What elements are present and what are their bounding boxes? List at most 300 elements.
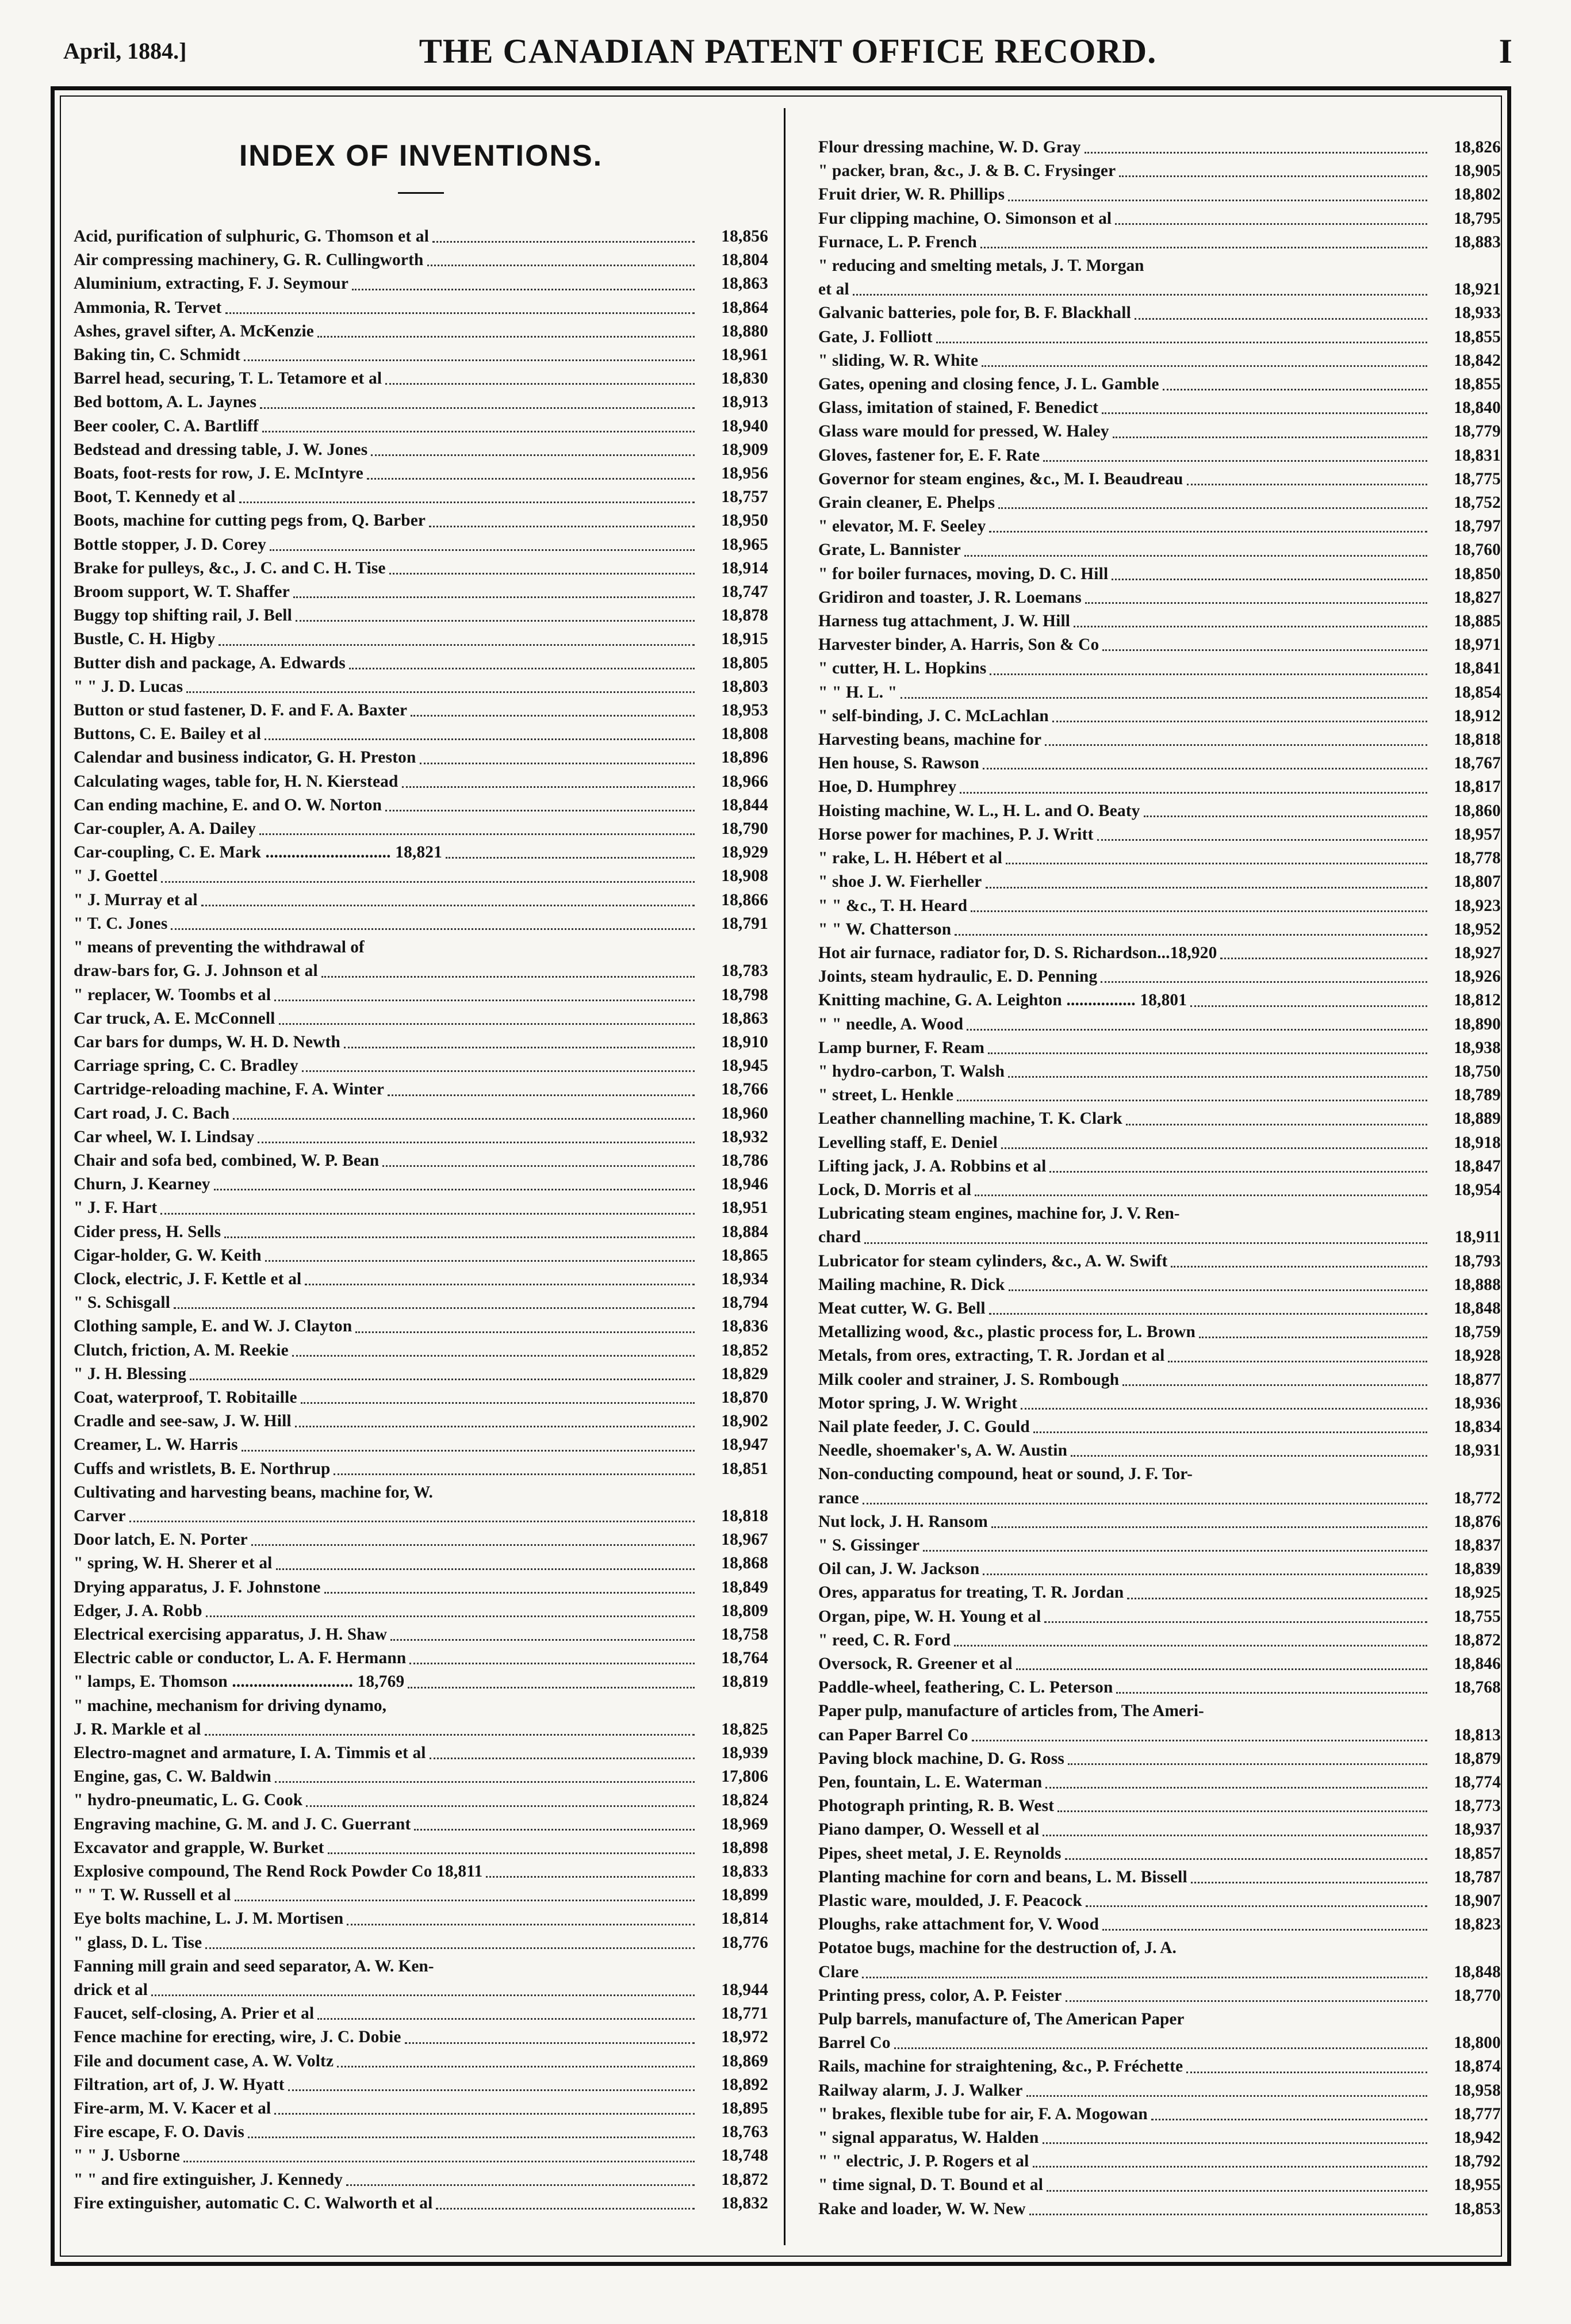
index-entry — [74, 367, 768, 390]
entry-text: rance — [818, 1488, 859, 1507]
patent-number: 18,936 — [1454, 1393, 1501, 1412]
patent-number: 18,937 — [1454, 1820, 1501, 1839]
index-entry — [818, 468, 1501, 491]
entry-text: Fire escape, F. O. Davis — [74, 2123, 244, 2142]
patent-number: 18,910 — [721, 1032, 768, 1051]
dot-leader — [265, 1260, 695, 1262]
patent-number: 18,849 — [721, 1578, 768, 1596]
patent-number: 18,960 — [721, 1104, 768, 1123]
entry-text: Barrel Co — [818, 2034, 891, 2053]
dot-leader — [274, 2113, 695, 2115]
index-entry — [818, 2173, 1501, 2197]
dot-leader — [1026, 2095, 1427, 2097]
dot-leader — [305, 1284, 695, 1285]
index-entry — [74, 1031, 768, 1054]
dot-leader — [317, 336, 695, 338]
index-entry — [818, 1581, 1501, 1605]
index-entry — [818, 1013, 1501, 1036]
dot-leader — [251, 1544, 695, 1546]
entry-text: Faucet, self-closing, A. Prier et al — [74, 2004, 315, 2023]
index-entry — [74, 438, 768, 462]
patent-number: 18,855 — [1454, 327, 1501, 346]
entry-text: Hen house, S. Rawson — [818, 754, 979, 773]
index-entry — [74, 2168, 768, 2192]
patent-number: 18,767 — [1454, 754, 1501, 773]
dot-leader — [1220, 958, 1427, 959]
patent-number: 18,807 — [1454, 872, 1501, 891]
patent-number: 18,892 — [721, 2075, 768, 2094]
index-entry — [818, 1605, 1501, 1629]
index-entry — [818, 444, 1501, 468]
patent-number: 18,945 — [721, 1056, 768, 1075]
dot-leader — [1168, 1361, 1427, 1362]
patent-number: 18,865 — [721, 1246, 768, 1265]
entry-text: Churn, J. Kearney — [74, 1175, 210, 1194]
index-entry — [818, 918, 1501, 941]
dot-leader — [1101, 981, 1427, 983]
dot-leader — [954, 1645, 1427, 1647]
entry-text: " J. Murray et al — [74, 890, 198, 909]
patent-number: 18,925 — [1454, 1583, 1501, 1602]
index-entry — [74, 415, 768, 438]
entry-text: Clutch, friction, A. M. Reekie — [74, 1341, 289, 1360]
index-entry — [74, 1860, 768, 1883]
dot-leader — [190, 1379, 695, 1380]
patent-number: 18,909 — [721, 440, 768, 459]
index-entry — [818, 681, 1501, 705]
dot-leader — [983, 768, 1427, 769]
index-entry — [74, 889, 768, 912]
entry-text: Oil can, J. W. Jackson — [818, 1560, 980, 1579]
entry-text: Calendar and business indicator, G. H. Preston — [74, 748, 416, 767]
patent-number: 18,773 — [1454, 1797, 1501, 1816]
entry-text: Clock, electric, J. F. Kettle et al — [74, 1269, 302, 1288]
patent-number: 18,818 — [1454, 730, 1501, 749]
index-entry: Non-conducting compound, heat or sound, J. F. Tor- — [818, 1465, 1193, 1484]
dot-leader — [219, 644, 695, 646]
dot-leader — [975, 1194, 1427, 1196]
index-entry — [74, 1813, 768, 1836]
dot-leader — [982, 365, 1427, 367]
dot-leader — [129, 1521, 695, 1522]
patent-number: 18,940 — [721, 416, 768, 435]
index-entry — [818, 1250, 1501, 1273]
index-entry: " machine, mechanism for driving dynamo, — [74, 1696, 386, 1715]
index-entry: Fanning mill grain and seed separator, A. W. Ken- — [74, 1957, 434, 1975]
dot-leader — [988, 1052, 1427, 1054]
entry-text: Car-coupler, A. A. Dailey — [74, 820, 256, 839]
dot-leader — [1029, 2214, 1427, 2215]
entry-text: Bottle stopper, J. D. Corey — [74, 535, 266, 554]
patent-number: 18,814 — [721, 1909, 768, 1928]
index-entry — [74, 1576, 768, 1599]
entry-text: Coat, waterproof, T. Robitaille — [74, 1388, 297, 1407]
entry-text: Ores, apparatus for treating, T. R. Jordan — [818, 1583, 1124, 1602]
patent-number: 18,824 — [721, 1791, 768, 1810]
entry-text: Acid, purification of sulphuric, G. Thomson et al — [74, 227, 430, 246]
dot-leader — [239, 501, 695, 503]
patent-number: 18,777 — [1454, 2104, 1501, 2123]
patent-number: 18,797 — [1454, 517, 1501, 536]
dot-leader — [986, 887, 1427, 889]
dot-leader — [344, 1047, 695, 1048]
patent-number: 18,934 — [721, 1269, 768, 1288]
entry-text: Needle, shoemaker's, A. W. Austin — [818, 1441, 1068, 1460]
index-entry — [74, 841, 768, 864]
entry-text: Nail plate feeder, J. C. Gould — [818, 1417, 1030, 1436]
patent-number: 18,812 — [1454, 991, 1501, 1010]
index-entry — [818, 633, 1501, 657]
patent-number: 18,863 — [721, 1009, 768, 1028]
index-entry — [74, 2120, 768, 2144]
patent-number: 18,776 — [721, 1933, 768, 1952]
dot-leader — [1085, 602, 1427, 604]
dot-leader — [1116, 1692, 1427, 1694]
dot-leader — [1190, 1005, 1427, 1007]
entry-text: " " J. Usborne — [74, 2146, 181, 2165]
index-entry — [818, 1368, 1501, 1392]
index-entry: " means of preventing the withdrawal of — [74, 938, 365, 957]
dot-leader — [324, 1592, 695, 1594]
patent-number: 18,971 — [1454, 635, 1501, 654]
dot-leader — [863, 1503, 1427, 1504]
patent-number: 18,911 — [1454, 1228, 1501, 1247]
dot-leader — [432, 241, 695, 243]
entry-text: " time signal, D. T. Bound et al — [818, 2176, 1044, 2195]
index-entry — [74, 390, 768, 414]
dot-leader — [262, 431, 695, 432]
index-entry — [818, 752, 1501, 775]
entry-text: " self-binding, J. C. McLachlan — [818, 706, 1049, 725]
dot-leader — [306, 1805, 695, 1807]
entry-text: Gloves, fastener for, E. F. Rate — [818, 446, 1040, 465]
patent-number: 18,772 — [1454, 1488, 1501, 1507]
index-entry — [818, 373, 1501, 396]
entry-text: Air compressing machinery, G. R. Cullingworth — [74, 251, 424, 270]
entry-text: Electro-magnet and armature, I. A. Timmis et al — [74, 1744, 426, 1762]
patent-number: 18,938 — [1454, 1038, 1501, 1057]
entry-text: Lamp burner, F. Ream — [818, 1038, 985, 1057]
patent-number: 18,768 — [1454, 1678, 1501, 1697]
index-entry — [74, 2073, 768, 2097]
dot-leader — [347, 1924, 695, 1925]
patent-number: 18,863 — [721, 274, 768, 293]
dot-leader — [288, 2089, 695, 2091]
index-entry — [818, 2197, 1501, 2221]
index-entry — [74, 2144, 768, 2168]
patent-number: 18,789 — [1454, 1086, 1501, 1105]
patent-number: 18,851 — [721, 1459, 768, 1478]
patent-number: 18,856 — [721, 227, 768, 246]
entry-text: Cuffs and wristlets, B. E. Northrup — [74, 1459, 331, 1478]
index-entry — [74, 1386, 768, 1410]
index-entry — [74, 1931, 768, 1955]
patent-number: 17,806 — [721, 1767, 768, 1786]
patent-number: 18,879 — [1454, 1749, 1501, 1768]
index-entry — [818, 941, 1501, 965]
patent-number: 18,795 — [1454, 209, 1501, 228]
index-entry — [818, 1392, 1501, 1415]
entry-text: Photograph printing, R. B. West — [818, 1797, 1055, 1816]
dot-leader — [1021, 1408, 1427, 1410]
entry-text: Bed bottom, A. L. Jaynes — [74, 393, 257, 412]
dot-leader — [1071, 1455, 1427, 1457]
patent-number: 18,854 — [1454, 683, 1501, 702]
dot-leader — [1068, 1763, 1427, 1765]
entry-text: Pipes, sheet metal, J. E. Reynolds — [818, 1844, 1062, 1863]
entry-text: Galvanic batteries, pole for, B. F. Blackhall — [818, 304, 1131, 323]
entry-text: Boot, T. Kennedy et al — [74, 488, 236, 507]
entry-text: Piano damper, O. Wessell et al — [818, 1820, 1040, 1839]
index-entry — [818, 1771, 1501, 1794]
entry-text: Clare — [818, 1962, 859, 1981]
index-entry — [818, 1155, 1501, 1178]
entry-text: Grate, L. Bannister — [818, 541, 961, 560]
dot-leader — [1102, 412, 1427, 414]
index-entry — [818, 1107, 1501, 1131]
entry-text: Lubricator for steam cylinders, &c., A. W. Swift — [818, 1251, 1168, 1270]
index-entry — [74, 1362, 768, 1386]
dot-leader — [174, 1307, 695, 1309]
index-heading: INDEX OF INVENTIONS. — [239, 139, 603, 173]
patent-number: 18,915 — [721, 630, 768, 649]
patent-number: 18,760 — [1454, 541, 1501, 560]
entry-text: Baking tin, C. Schmidt — [74, 346, 241, 365]
patent-number: 18,884 — [721, 1222, 768, 1241]
entry-text: Gridiron and toaster, J. R. Loemans — [818, 588, 1082, 607]
patent-number: 18,872 — [1454, 1630, 1501, 1649]
dot-leader — [1045, 1787, 1427, 1789]
dot-leader — [1115, 223, 1427, 225]
patent-number: 18,747 — [721, 583, 768, 602]
index-entry — [818, 2079, 1501, 2103]
dot-leader — [955, 934, 1427, 936]
entry-text: Edger, J. A. Robb — [74, 1601, 202, 1620]
index-entry — [818, 2150, 1501, 2173]
index-entry — [74, 1244, 768, 1268]
dot-leader — [864, 1242, 1427, 1244]
entry-text: J. R. Markle et al — [74, 1720, 201, 1739]
dot-leader — [1006, 863, 1427, 864]
patent-number: 18,946 — [721, 1175, 768, 1194]
entry-text: Engine, gas, C. W. Baldwin — [74, 1767, 271, 1786]
index-entry — [818, 705, 1501, 728]
entry-text: " glass, D. L. Tise — [74, 1933, 202, 1952]
index-entry — [74, 1125, 768, 1149]
entry-text: Carriage spring, C. C. Bradley — [74, 1056, 298, 1075]
dot-leader — [390, 1639, 695, 1641]
index-entry — [818, 1487, 1501, 1510]
index-entry — [818, 1961, 1501, 1984]
patent-number: 18,755 — [1454, 1607, 1501, 1626]
patent-number: 18,955 — [1454, 2176, 1501, 2195]
entry-text: " J. F. Hart — [74, 1199, 158, 1217]
patent-number: 18,855 — [1454, 375, 1501, 394]
dot-leader — [1045, 744, 1427, 746]
patent-number: 18,972 — [721, 2028, 768, 2047]
patent-number: 18,883 — [1454, 232, 1501, 251]
patent-number: 18,966 — [721, 772, 768, 791]
index-entry — [818, 1083, 1501, 1107]
index-entry — [74, 770, 768, 794]
entry-text: " brakes, flexible tube for air, F. A. Mogowan — [818, 2104, 1148, 2123]
index-entry — [818, 2055, 1501, 2078]
patent-number: 18,839 — [1454, 1560, 1501, 1579]
dot-leader — [1171, 1266, 1427, 1268]
index-entry — [818, 1320, 1501, 1344]
patent-number: 18,803 — [721, 677, 768, 696]
index-entry — [818, 1676, 1501, 1699]
entry-text: Explosive compound, The Rend Rock Powder Co 18,811 — [74, 1862, 483, 1881]
patent-number: 18,798 — [721, 985, 768, 1004]
patent-number: 18,792 — [1454, 2152, 1501, 2171]
patent-number: 18,926 — [1454, 967, 1501, 986]
index-entry — [74, 248, 768, 272]
index-entry — [74, 817, 768, 841]
patent-number: 18,889 — [1454, 1109, 1501, 1128]
dot-leader — [328, 1852, 695, 1854]
index-entry — [818, 610, 1501, 633]
index-entry — [818, 1273, 1501, 1297]
dot-leader — [385, 810, 695, 811]
dot-leader — [205, 1734, 695, 1736]
patent-number: 18,918 — [1454, 1133, 1501, 1152]
index-entry — [818, 1842, 1501, 1866]
index-entry — [74, 1836, 768, 1860]
dot-leader — [214, 1189, 695, 1190]
entry-text: " replacer, W. Toombs et al — [74, 985, 271, 1004]
entry-text: Oversock, R. Greener et al — [818, 1655, 1013, 1673]
index-entry — [818, 301, 1501, 325]
dot-leader — [405, 2042, 695, 2044]
dot-leader — [1097, 839, 1427, 841]
dot-leader — [389, 573, 695, 575]
index-entry — [74, 1220, 768, 1244]
dot-leader — [414, 1829, 695, 1831]
dot-leader — [270, 549, 695, 551]
entry-text: " cutter, H. L. Hopkins — [818, 659, 987, 678]
entry-text: " shoe J. W. Fierheller — [818, 872, 982, 891]
index-entry — [74, 462, 768, 485]
patent-number: 18,965 — [721, 535, 768, 554]
entry-text: Furnace, L. P. French — [818, 232, 977, 251]
index-entry — [74, 1315, 768, 1338]
entry-text: Paving block machine, D. G. Ross — [818, 1749, 1064, 1768]
dot-leader — [259, 833, 695, 835]
patent-number: 18,939 — [721, 1744, 768, 1762]
index-entry: " reducing and smelting metals, J. T. Morgan — [818, 256, 1144, 275]
entry-text: Harvester binder, A. Harris, Son & Co — [818, 635, 1099, 654]
entry-text: " hydro-pneumatic, L. G. Cook — [74, 1791, 303, 1810]
entry-text: Glass, imitation of stained, F. Benedict — [818, 399, 1099, 418]
entry-text: Lifting jack, J. A. Robbins et al — [818, 1157, 1047, 1176]
patent-number: 18,868 — [721, 1554, 768, 1573]
dot-leader — [1009, 1289, 1427, 1291]
index-entry — [818, 538, 1501, 562]
entry-text: Milk cooler and strainer, J. S. Rombough — [818, 1370, 1120, 1389]
patent-number: 18,825 — [721, 1720, 768, 1739]
patent-number: 18,794 — [721, 1293, 768, 1312]
patent-number: 18,877 — [1454, 1370, 1501, 1389]
index-entry — [74, 604, 768, 627]
dot-leader — [317, 2018, 695, 2020]
dot-leader — [894, 2047, 1427, 2049]
entry-text: Glass ware mould for pressed, W. Haley — [818, 422, 1109, 441]
dot-leader — [1126, 1124, 1427, 1125]
patent-number: 18,802 — [1454, 185, 1501, 204]
entry-text: Metals, from ores, extracting, T. R. Jordan et al — [818, 1346, 1165, 1365]
entry-text: " lamps, E. Thomson ............................ 18,769 — [74, 1672, 405, 1691]
entry-text: Fur clipping machine, O. Simonson et al — [818, 209, 1112, 228]
patent-number: 18,770 — [1454, 1986, 1501, 2005]
entry-text: Ploughs, rake attachment for, V. Wood — [818, 1915, 1099, 1934]
dot-leader — [960, 792, 1427, 794]
entry-text: " rake, L. H. Hébert et al — [818, 849, 1003, 868]
entry-text: Horse power for machines, P. J. Writt — [818, 825, 1094, 844]
dot-leader — [1086, 1905, 1427, 1907]
dot-leader — [1052, 721, 1427, 722]
index-entry — [74, 1291, 768, 1315]
index-entry — [74, 1978, 768, 2002]
entry-text: Carver — [74, 1506, 126, 1525]
patent-number: 18,890 — [1454, 1014, 1501, 1033]
entry-text: Calculating wages, table for, H. N. Kierstead — [74, 772, 399, 791]
dot-leader — [151, 1994, 695, 1996]
index-entry — [74, 343, 768, 367]
index-entry — [74, 1718, 768, 1741]
entry-text: Rake and loader, W. W. New — [818, 2199, 1026, 2218]
index-entry — [818, 1439, 1501, 1462]
entry-text: drick et al — [74, 1981, 148, 2000]
dot-leader — [385, 383, 695, 385]
patent-number: 18,874 — [1454, 2057, 1501, 2076]
dot-leader — [225, 312, 695, 314]
dot-leader — [1066, 2000, 1427, 2002]
dot-leader — [991, 1526, 1427, 1528]
dot-leader — [1113, 437, 1427, 438]
patent-number: 18,852 — [721, 1341, 768, 1360]
patent-number: 18,764 — [721, 1649, 768, 1668]
patent-number: 18,927 — [1454, 943, 1501, 962]
dot-leader — [1102, 649, 1427, 651]
dot-leader — [446, 857, 695, 859]
entry-text: Metallizing wood, &c., plastic process for, L. Brown — [818, 1323, 1196, 1342]
index-entry — [74, 864, 768, 888]
dot-leader — [936, 342, 1427, 343]
entry-text: Engraving machine, G. M. and J. C. Guerrant — [74, 1814, 411, 1833]
patent-number: 18,950 — [721, 511, 768, 530]
entry-text: Grain cleaner, E. Phelps — [818, 493, 995, 512]
entry-text: Knitting machine, G. A. Leighton ................ 18,801 — [818, 991, 1187, 1010]
patent-number: 18,787 — [1454, 1867, 1501, 1886]
entry-text: Aluminium, extracting, F. J. Seymour — [74, 274, 349, 293]
entry-text: Broom support, W. T. Shaffer — [74, 583, 290, 602]
patent-number: 18,829 — [721, 1364, 768, 1383]
patent-number: 18,880 — [721, 321, 768, 340]
index-entry — [818, 491, 1501, 515]
entry-text: Plastic ware, moulded, J. F. Peacock — [818, 1892, 1082, 1910]
entry-text: Paddle-wheel, feathering, C. L. Peterson — [818, 1678, 1113, 1697]
index-entry — [818, 2126, 1501, 2150]
index-list-right — [818, 136, 1501, 2221]
entry-text: Harvesting beans, machine for — [818, 730, 1042, 749]
entry-text: " spring, W. H. Sherer et al — [74, 1554, 273, 1573]
entry-text: chard — [818, 1228, 861, 1247]
entry-text: Door latch, E. N. Porter — [74, 1530, 248, 1549]
dot-leader — [296, 620, 695, 622]
index-entry — [74, 225, 768, 248]
patent-number: 18,813 — [1454, 1725, 1501, 1744]
